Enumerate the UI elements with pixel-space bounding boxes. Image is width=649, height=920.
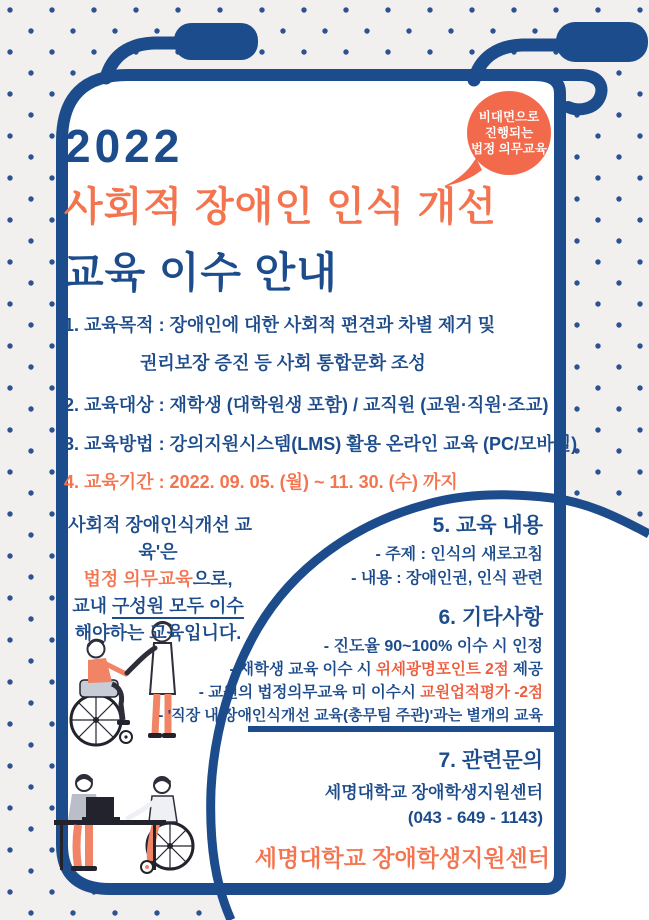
title-sub: 교육 이수 안내	[63, 249, 338, 296]
item-purpose: 1. 교육목적 : 장애인에 대한 사회적 편견과 차별 제거 및	[64, 315, 496, 335]
left-clip-icon	[174, 23, 258, 60]
badge-line: 비대면으로	[478, 110, 540, 124]
item-purpose-cont: 권리보장 증진 등 사회 통합문화 조성	[140, 353, 426, 373]
section6-line: - '직장 내 장애인식개선 교육(총무팀 주관)'과는 별개의 교육	[158, 707, 543, 724]
mandatory-notice-blurb	[60, 512, 256, 647]
item-method: 3. 교육방법 : 강의지원시스템(LMS) 활용 온라인 교육 (PC/모바일)	[64, 434, 578, 454]
badge-text	[449, 109, 569, 157]
blurb-line: '사회적 장애인식개선 교육'은	[63, 515, 253, 562]
section5-line: - 주제 : 인식의 새로고침	[375, 546, 543, 563]
section6-line: - 진도율 90~100% 이수 시 인정	[323, 638, 543, 655]
section7-heading: 7. 관련문의	[438, 749, 543, 772]
footer-center-name: 세명대학교 장애학생지원센터	[254, 845, 550, 871]
blurb-line: 법정 의무교육으로,	[83, 569, 233, 589]
section7-center-name: 세명대학교 장애학생지원센터	[324, 783, 543, 802]
section7-phone: (043 - 649 - 1143)	[407, 808, 543, 827]
section6-line: - 교원의 법정의무교육 미 이수시 교원업적평가 -2점	[198, 684, 543, 701]
right-clip-icon	[556, 22, 648, 62]
blurb-line: 교내 구성원 모두 이수	[60, 593, 256, 620]
section6-heading: 6. 기타사항	[438, 606, 543, 629]
title-year: 2022	[65, 120, 184, 172]
title-main: 사회적 장애인 인식 개선	[64, 185, 497, 229]
item-target: 2. 교육대상 : 재학생 (대학원생 포함) / 교직원 (교원·직원·조교)	[64, 395, 549, 415]
section6-line: - 재학생 교육 이수 시 위세광명포인트 2점 제공	[229, 661, 543, 678]
badge-line: 법정 의무교육	[471, 142, 547, 156]
badge-line: 진행되는	[484, 126, 534, 140]
blurb-line: 해야하는 교육입니다.	[74, 623, 242, 643]
section5-heading: 5. 교육 내용	[432, 514, 543, 537]
section5-line: - 내용 : 장애인권, 인식 관련	[351, 570, 543, 587]
item-period: 4. 교육기간 : 2022. 09. 05. (월) ~ 11. 30. (수) 까지	[64, 472, 458, 492]
